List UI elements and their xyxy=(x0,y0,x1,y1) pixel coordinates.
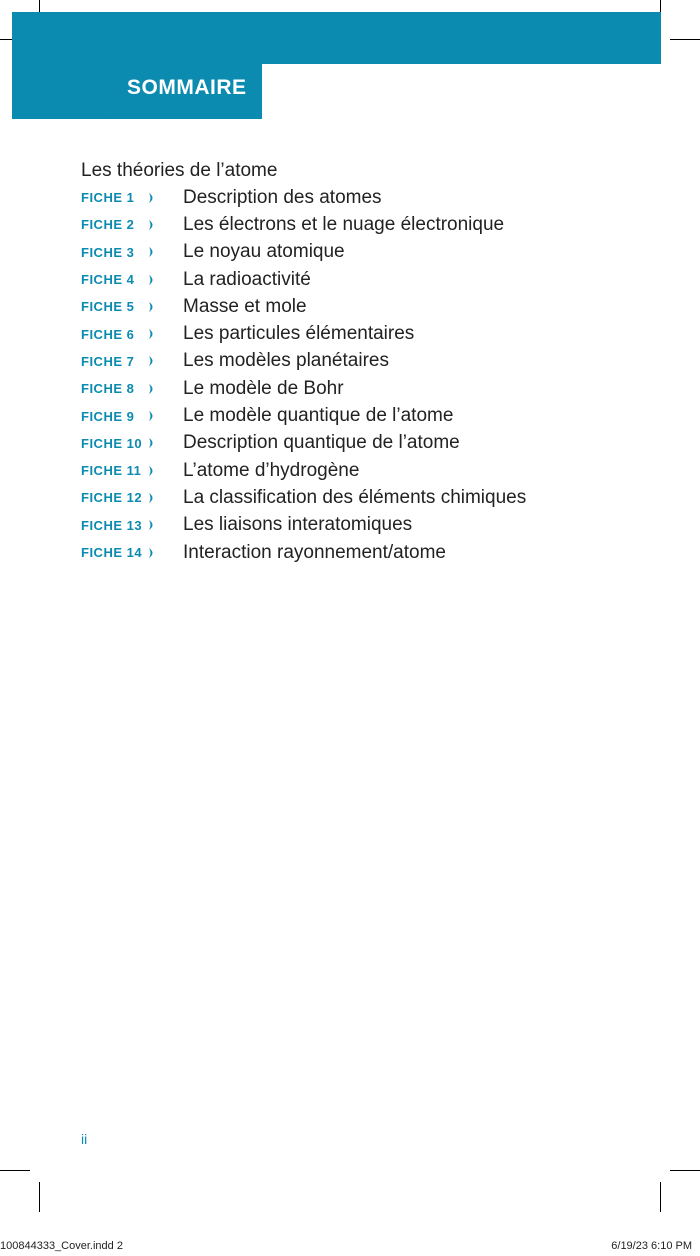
fiche-label: FICHE 4 xyxy=(81,272,135,288)
entry-title: La radioactivité xyxy=(183,268,311,290)
toc-entry[interactable] xyxy=(81,430,641,457)
toc-entry[interactable] xyxy=(81,512,641,539)
fiche-label: FICHE 2 xyxy=(81,217,135,233)
fiche-label: FICHE 12 xyxy=(81,490,143,506)
chevron-right-icon xyxy=(149,193,183,203)
toc-entry[interactable] xyxy=(81,402,641,429)
crop-mark xyxy=(660,1182,661,1212)
fiche-label: FICHE 9 xyxy=(81,408,135,424)
fiche-label: FICHE 11 xyxy=(81,463,142,479)
chevron-right-icon xyxy=(149,493,183,503)
chevron-right-icon xyxy=(149,520,183,530)
fiche-label: FICHE 7 xyxy=(81,353,135,369)
toc-entry[interactable] xyxy=(81,266,641,293)
entry-title: Les particules élémentaires xyxy=(183,323,415,345)
chevron-right-icon xyxy=(149,438,183,448)
chevron-right-icon xyxy=(149,411,183,421)
chevron-right-icon xyxy=(149,247,183,257)
page-number: ii xyxy=(81,1131,88,1147)
chevron-right-icon xyxy=(149,384,183,394)
toc-entry[interactable] xyxy=(81,211,641,238)
chevron-right-icon xyxy=(149,466,183,476)
entry-title: L’atome d’hydrogène xyxy=(183,459,360,481)
slug-date: 6/19/23 6:10 PM xyxy=(611,1240,692,1252)
entry-title: Le modèle de Bohr xyxy=(183,377,344,399)
chevron-right-icon xyxy=(149,329,183,339)
toc-entry[interactable] xyxy=(81,539,641,566)
crop-mark xyxy=(0,1170,30,1171)
toc-entry[interactable] xyxy=(81,293,641,320)
toc-entry[interactable] xyxy=(81,184,641,211)
fiche-label: FICHE 3 xyxy=(81,244,135,260)
entry-title: Les électrons et le nuage électronique xyxy=(183,213,505,235)
crop-mark xyxy=(670,39,700,40)
entry-title: Les modèles planétaires xyxy=(183,350,389,372)
fiche-label: FICHE 1 xyxy=(81,190,135,206)
chevron-right-icon xyxy=(149,220,183,230)
table-of-contents xyxy=(81,184,641,566)
fiche-label: FICHE 10 xyxy=(81,435,143,451)
slug-file: 100844333_Cover.indd 2 xyxy=(0,1240,123,1252)
crop-mark xyxy=(39,1182,40,1212)
fiche-label: FICHE 13 xyxy=(81,517,143,533)
toc-entry[interactable] xyxy=(81,375,641,402)
page-title: SOMMAIRE xyxy=(127,76,247,99)
chevron-right-icon xyxy=(149,302,183,312)
section-heading: Les théories de l’atome xyxy=(81,160,278,181)
chevron-right-icon xyxy=(149,275,183,285)
toc-entry[interactable] xyxy=(81,239,641,266)
toc-entry[interactable] xyxy=(81,348,641,375)
entry-title: Les liaisons interatomiques xyxy=(183,514,413,536)
fiche-label: FICHE 14 xyxy=(81,545,143,560)
fiche-label: FICHE 6 xyxy=(81,326,135,342)
toc-entry[interactable] xyxy=(81,320,641,347)
entry-title: La classification des éléments chimiques xyxy=(183,486,527,508)
toc-entry[interactable] xyxy=(81,457,641,484)
entry-title: Le noyau atomique xyxy=(183,241,345,263)
entry-title: Description quantique de l’atome xyxy=(183,432,460,454)
entry-title: Le modèle quantique de l’atome xyxy=(183,405,454,427)
chevron-right-icon xyxy=(149,548,183,558)
toc-entry[interactable] xyxy=(81,484,641,511)
entry-title: Masse et mole xyxy=(183,295,307,317)
fiche-label: FICHE 8 xyxy=(81,381,135,397)
entry-title: Interaction rayonnement/atome xyxy=(183,541,446,563)
crop-mark xyxy=(670,1170,700,1171)
header-band xyxy=(12,12,661,64)
entry-title: Description des atomes xyxy=(183,186,382,208)
chevron-right-icon xyxy=(149,356,183,366)
fiche-label: FICHE 5 xyxy=(81,299,135,315)
